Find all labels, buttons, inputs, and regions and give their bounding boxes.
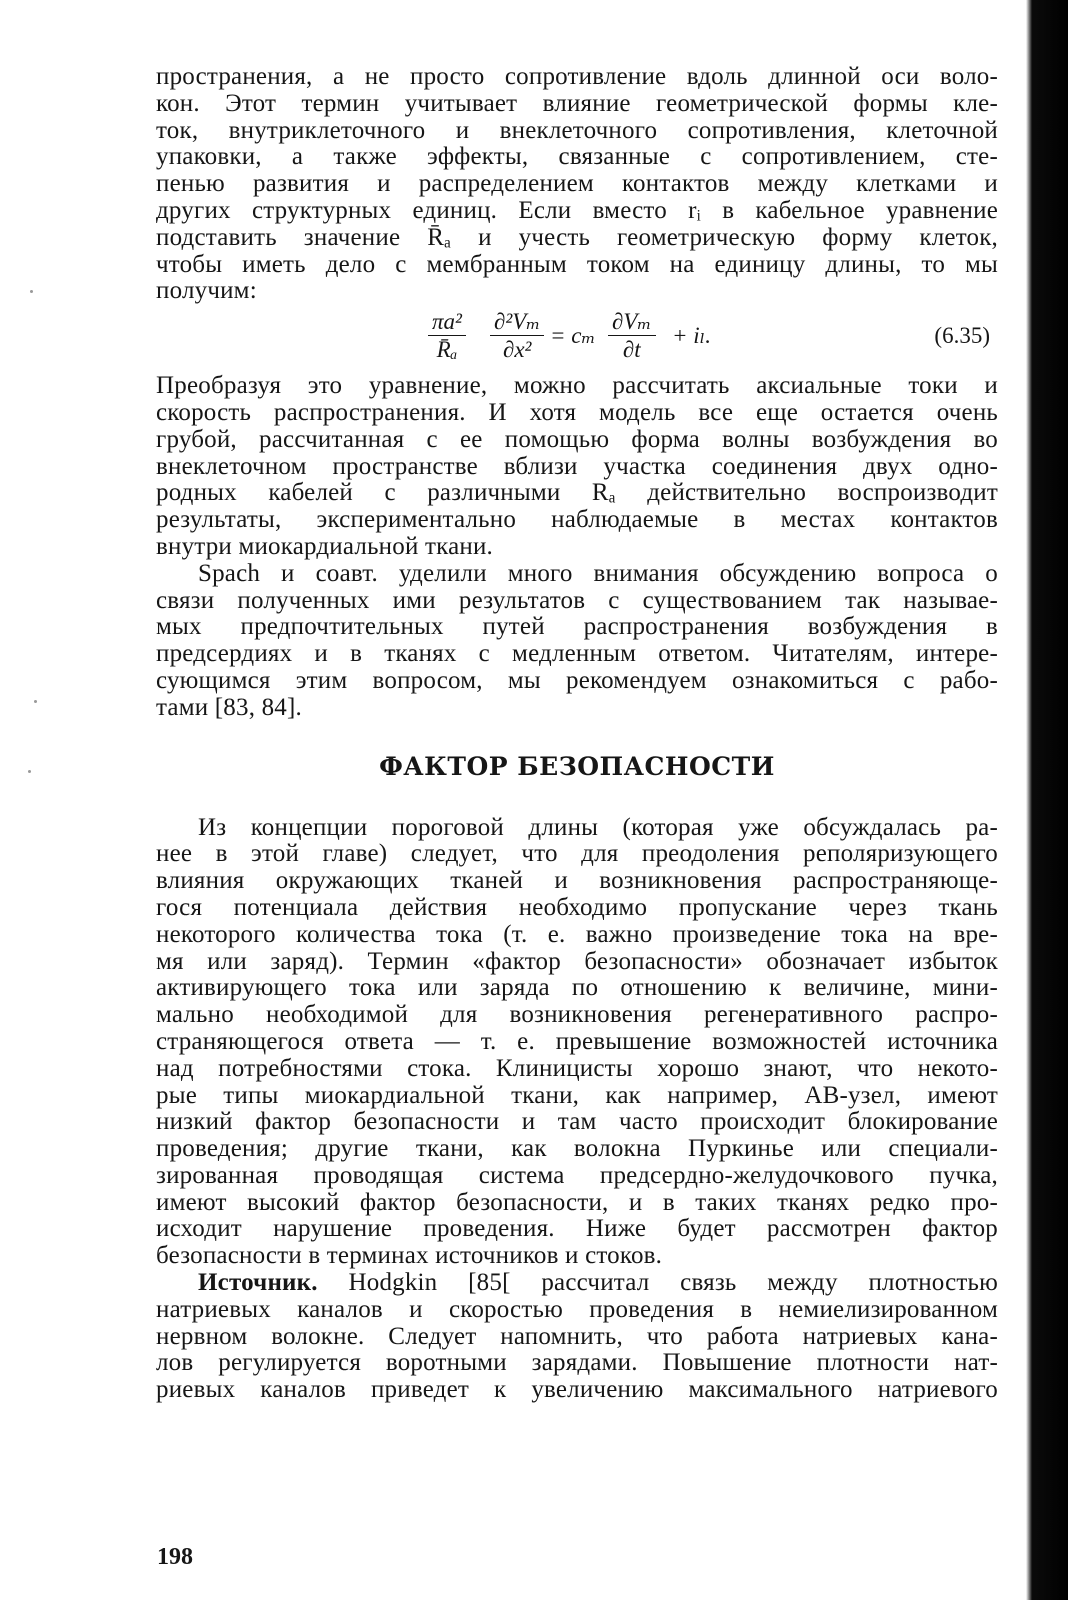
text-line: внеклеточном пространстве вблизи участка соединения двух одно- (156, 452, 998, 480)
text-line: риевых каналов приведет к увеличению максимального натриевого (156, 1376, 998, 1404)
text-line: ток, внутриклеточного и внеклеточного сопротивления, клеточной (156, 116, 998, 144)
text-line: скорость распространения. И хотя модель все еще остается очень (156, 398, 998, 426)
paragraph-4 (156, 815, 998, 1271)
text-line: результаты, экспериментально наблюдаемые в местах контактов (156, 506, 998, 534)
equation-numerator: ∂²Vₘ (490, 309, 544, 336)
scan-speck (30, 290, 33, 293)
text-line: тами [83, 84]. (156, 693, 302, 721)
text-line: родных кабелей с различными Rₐ действительно воспроизводит (156, 479, 998, 507)
text-line: натриевых каналов и скоростью проведения в немиелизированном (156, 1295, 998, 1323)
paragraph-lead: Источник. (198, 1269, 318, 1297)
scan-speck (34, 700, 37, 703)
text-line: упаковки, а также эффекты, связанные с сопротивлением, сте- (156, 143, 998, 171)
page-number: 198 (157, 1544, 193, 1570)
text-line: влияния окружающих тканей и возникновения распространяюще- (156, 867, 998, 895)
text-line: других структурных единиц. Если вместо rᵢ в кабельное уравнение (156, 196, 998, 224)
text-line: над потребностями стока. Клиницисты хорошо знают, что некото- (156, 1054, 998, 1082)
text-column (156, 64, 998, 1404)
equation-denominator: ∂x² (502, 337, 532, 363)
text-line: получим: (156, 277, 257, 305)
text-line: низкий фактор безопасности и там часто происходит блокирование (156, 1108, 998, 1136)
text-line: исходит нарушение проведения. Ниже будет рассмотрен фактор (156, 1215, 998, 1243)
text-line: Spach и соавт. уделили много внимания обсуждению вопроса о (198, 559, 998, 587)
equation-6-35 (156, 305, 998, 373)
text-line: подставить значение R̄ₐ и учесть геометрическую форму клеток, (156, 223, 998, 251)
equation-fraction (490, 309, 544, 363)
text-line: внутри миокардиальной ткани. (156, 532, 493, 560)
equation-numerator: πa² (428, 309, 466, 336)
text-line-rest: Hodgkin [85[ рассчитал связь между плотностью (348, 1269, 998, 1297)
text-line: имеют высокий фактор безопасности, и в таких тканях редко про- (156, 1188, 998, 1216)
text-line: мально необходимой для возникновения регенеративного распро- (156, 1001, 998, 1029)
equation-fraction (608, 309, 656, 363)
text-line: мых предпочтительных путей распространения возбуждения в (156, 613, 998, 641)
scan-speck (28, 770, 31, 773)
text-line: предсердиях и в тканях с медленным ответом. Читателям, интере- (156, 640, 998, 668)
text-line: кон. Этот термин учитывает влияние геометрической формы кле- (156, 89, 998, 117)
section-heading: ФАКТОР БЕЗОПАСНОСТИ (379, 751, 775, 781)
text-line: некоторого количества тока (т. е. важно произведение тока на вре- (156, 920, 998, 948)
equation-number: (6.35) (934, 323, 990, 349)
paragraph-3 (156, 561, 998, 722)
paragraph-2 (156, 373, 998, 561)
text-line: пространения, а не просто сопротивление вдоль длинной оси воло- (156, 63, 998, 90)
text-line: грубой, рассчитанная с ее помощью форма волны возбуждения во (156, 425, 998, 453)
text-line: гося потенциала действия необходимо пропускание через ткань (156, 893, 998, 921)
text-line: Из концепции пороговой длины (которая уже обсуждалась ра- (198, 813, 998, 841)
text-line (156, 1270, 998, 1297)
text-line: активирующего тока или заряда по отношению к величине, мини- (156, 974, 998, 1002)
text-line: безопасности в терминах источников и стоков. (156, 1242, 663, 1270)
equation-operator: = cₘ (550, 323, 596, 349)
text-line: нее в этой главе) следует, что для преодоления реполяризующего (156, 840, 998, 868)
text-line: сующимся этим вопросом, мы рекомендуем ознакомиться с рабо- (156, 666, 998, 694)
text-line: страняющегося ответа — т. е. превышение возможностей источника (156, 1027, 998, 1055)
equation-denominator: R̄ₐ (436, 337, 458, 363)
equation-fraction (428, 309, 466, 363)
text-line: Преобразуя это уравнение, можно рассчитать аксиальные токи и (156, 372, 998, 400)
text-line: пенью развития и распределением контактов между клетками и (156, 170, 998, 198)
text-line: проведения; другие ткани, как волокна Пуркинье или специали- (156, 1135, 998, 1163)
text-line: нервном волокне. Следует напомнить, что работа натриевых кана- (156, 1322, 998, 1350)
paragraph-5 (156, 1270, 998, 1404)
equation-operator: + iₗ. (672, 323, 711, 349)
text-line: мя или заряд). Термин «фактор безопасности» обозначает избыток (156, 947, 998, 975)
text-line: связи полученных ими результатов с существованием так называе- (156, 586, 998, 614)
text-line: лов регулируется воротными зарядами. Повышение плотности нат- (156, 1349, 998, 1377)
text-line: чтобы иметь дело с мембранным током на единицу длины, то мы (156, 250, 998, 278)
scan-dark-edge (1008, 0, 1068, 1600)
equation-numerator: ∂Vₘ (608, 309, 656, 336)
equation-denominator: ∂t (622, 337, 641, 363)
text-line: зированная проводящая система предсердно-желудочкового пучка, (156, 1161, 998, 1189)
text-line: рые типы миокардиальной ткани, как например, АВ-узел, имеют (156, 1081, 998, 1109)
paragraph-1 (156, 64, 998, 305)
